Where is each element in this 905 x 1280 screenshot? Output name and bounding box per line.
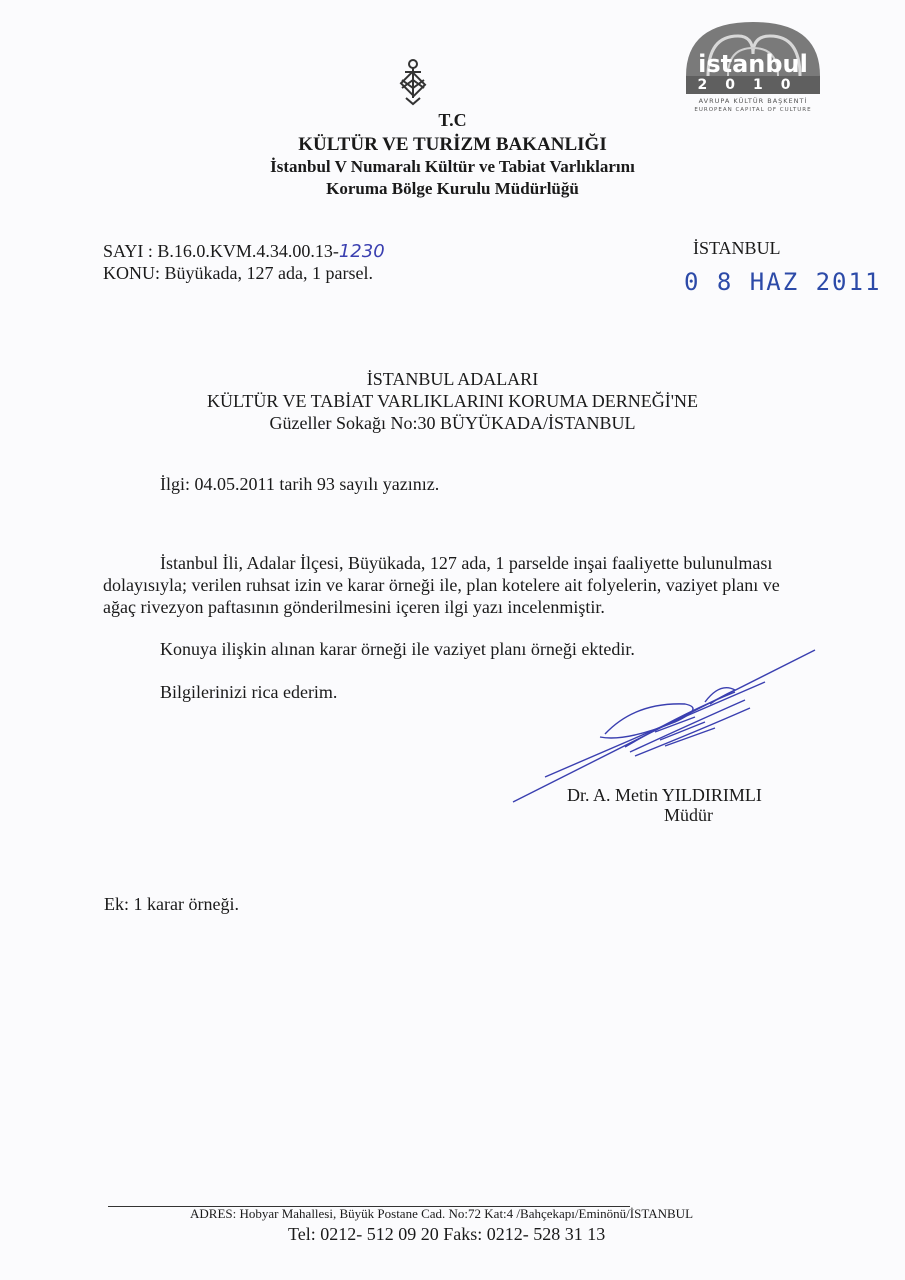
- city-label: İSTANBUL: [693, 238, 781, 258]
- signatory-title: Müdür: [664, 805, 713, 825]
- ministry-title: KÜLTÜR VE TURİZM BAKANLIĞI: [298, 134, 607, 155]
- sayi-handwritten: 1230: [338, 241, 385, 262]
- body-paragraph-1-line-3: ağaç rivezyon paftasının gönderilmesini içeren ilgi yazı incelenmiştir.: [103, 597, 605, 617]
- ministry-emblem-icon: [396, 58, 430, 108]
- recipient-line-2: KÜLTÜR VE TABİAT VARLIKLARINI KORUMA DERNEĞİ'NE: [207, 391, 698, 411]
- logo-tagline-2: EUROPEAN CAPITAL OF CULTURE: [694, 107, 812, 113]
- footer-phone: Tel: 0212- 512 09 20 Faks: 0212- 528 31 13: [288, 1224, 606, 1244]
- istanbul-2010-logo: [678, 14, 828, 124]
- office-line-2: Koruma Bölge Kurulu Müdürlüğü: [326, 179, 579, 198]
- reference-number: [103, 241, 385, 262]
- date-stamp: 0 8 HAZ 2011: [684, 268, 882, 296]
- sayi-label: SAYI : B.16.0.KVM.4.34.00.13-: [103, 241, 339, 261]
- body-paragraph-3: Bilgilerinizi rica ederim.: [160, 682, 338, 702]
- signatory-name: Dr. A. Metin YILDIRIMLI: [567, 785, 762, 805]
- recipient-line-3: Güzeller Sokağı No:30 BÜYÜKADA/İSTANBUL: [269, 413, 636, 433]
- office-line-1: İstanbul V Numaralı Kültür ve Tabiat Varlıklarını: [270, 157, 635, 176]
- logo-year: 2010: [697, 77, 809, 93]
- reference-ilgi: İlgi: 04.05.2011 tarih 93 sayılı yazınız.: [160, 474, 440, 494]
- logo-word: istanbul: [698, 50, 808, 78]
- recipient-line-1: İSTANBUL ADALARI: [366, 369, 539, 389]
- logo-tagline-1: AVRUPA KÜLTÜR BAŞKENTİ: [698, 97, 808, 105]
- body-paragraph-1-line-2: dolayısıyla; verilen ruhsat izin ve karar örneği ile, plan kotelere ait folyelerin, vaziyet planı ve: [103, 575, 780, 595]
- attachment-note: Ek: 1 karar örneği.: [104, 894, 239, 914]
- footer-address: ADRES: Hobyar Mahallesi, Büyük Postane Cad. No:72 Kat:4 /Bahçekapı/Eminönü/İSTANBUL: [190, 1206, 694, 1221]
- header-tc: T.C: [438, 110, 467, 130]
- body-paragraph-1-line-1: İstanbul İli, Adalar İlçesi, Büyükada, 127 ada, 1 parselde inşai faaliyette bulunulması: [160, 553, 773, 573]
- subject-line: KONU: Büyükada, 127 ada, 1 parsel.: [103, 263, 373, 283]
- body-paragraph-2: Konuya ilişkin alınan karar örneği ile vaziyet planı örneği ektedir.: [160, 639, 635, 659]
- handwritten-signature: [505, 642, 825, 807]
